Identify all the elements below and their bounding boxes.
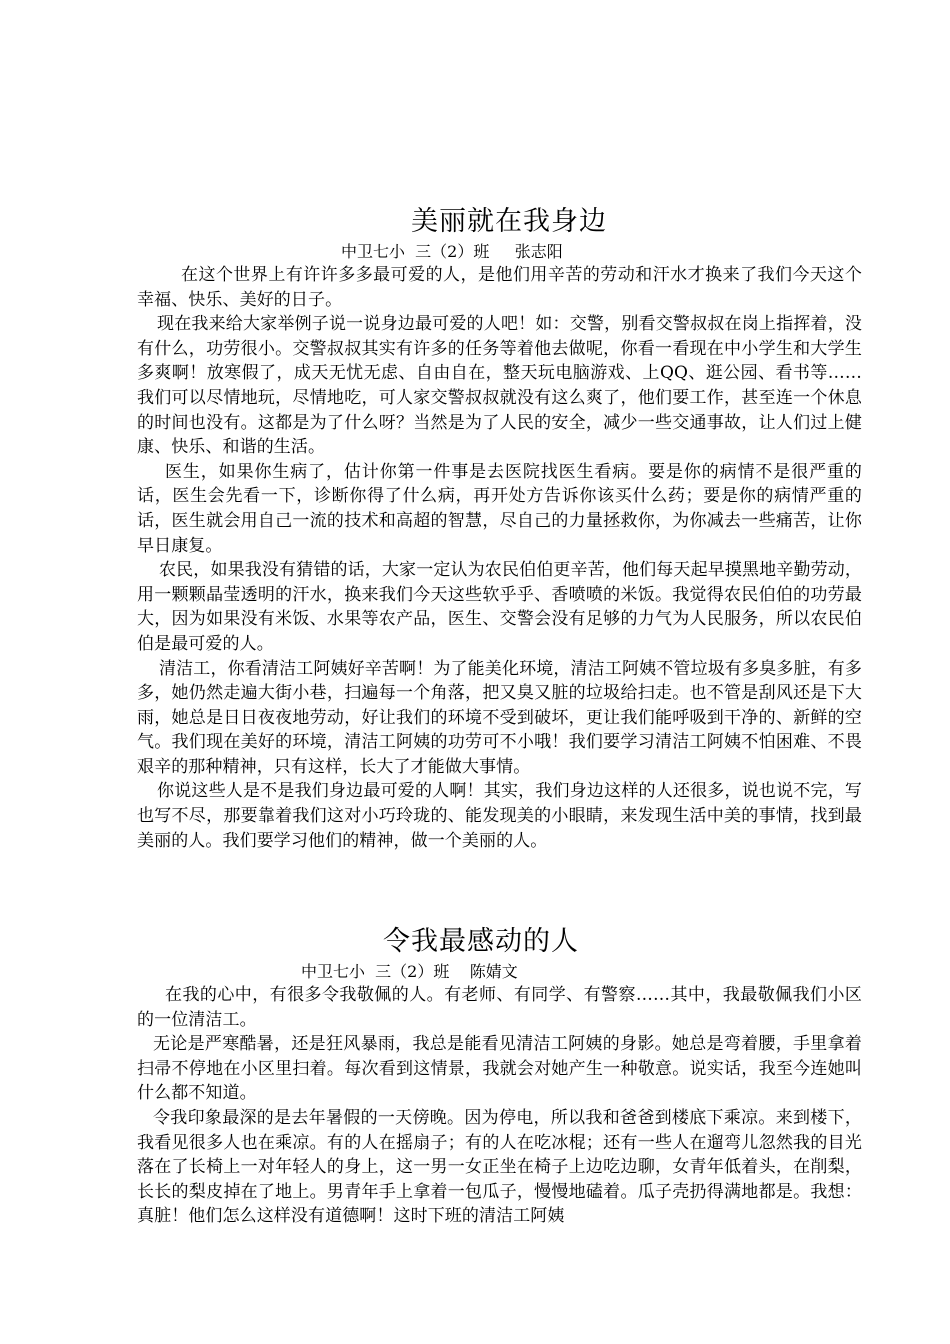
paragraph: 令我印象最深的是去年暑假的一天傍晚。因为停电，所以我和爸爸到楼底下乘凉。来到楼下，我看见很多人也在乘凉。有的人在摇扇子；有的人在吃冰棍；还有一些人在遛弯儿忽然我的目光落在了长椅上一对年轻人的身上，这一男一女正坐在椅子上边吃边聊，女青年低着头，在削梨，长长的梨皮掉在了地上。男青年手上拿着一包瓜子，慢慢地磕着。瓜子壳扔得满地都是。我想：真脏！他们怎么这样没有道德啊！这时下班的清洁工阿姨 bbox=[137, 1107, 862, 1227]
paragraph: 在这个世界上有许许多多最可爱的人，是他们用辛苦的劳动和汗水才换来了我们今天这个幸福、快乐、美好的日子。 bbox=[137, 265, 862, 310]
paragraph: 无论是严寒酷暑，还是狂风暴雨，我总是能看见清洁工阿姨的身影。她总是弯着腰，手里拿着扫帚不停地在小区里扫着。每次看到这情景，我就会对她产生一种敬意。说实话，我至今连她叫什么都不知道。 bbox=[137, 1034, 862, 1104]
paragraph: 你说这些人是不是我们身边最可爱的人啊！其实，我们身边这样的人还很多，说也说不完，写也写不尽，那要靠着我们这对小巧玲珑的、能发现美的小眼睛，来发现生活中美的事情，找到最美丽的人。我们要学习他们的精神，做一个美丽的人。 bbox=[137, 781, 862, 851]
paragraph: 现在我来给大家举例子说一说身边最可爱的人吧！如：交警，别看交警叔叔在岗上指挥着，没有什么，功劳很小。交警叔叔其实有许多的任务等着他去做呢，你看一看现在中小学生和大学生多爽啊！放寒假了，成天无忧无虑、自由自在，整天玩电脑游戏、上QQ、逛公园、看书等……我们可以尽情地玩，尽情地吃，可人家交警叔叔就没有这么爽了，他们要工作，甚至连一个休息的时间也没有。这都是为了什么呀？当然是为了人民的安全，减少一些交通事故，让人们过上健康、快乐、和谐的生活。 bbox=[137, 314, 862, 458]
essay-byline: 中卫七小 三（2）班 张志阳 bbox=[341, 242, 563, 261]
paragraph: 医生，如果你生病了，估计你第一件事是去医院找医生看病。要是你的病情不是很严重的话，医生会先看一下，诊断你得了什么病，再开处方告诉你该买什么药；要是你的病情严重的话，医生就会用自己一流的技术和高超的智慧，尽自己的力量拯救你，为你减去一些痛苦，让你早日康复。 bbox=[137, 461, 862, 556]
essay-byline: 中卫七小 三（2）班 陈婧文 bbox=[301, 962, 518, 981]
paragraph: 在我的心中，有很多令我敬佩的人。有老师、有同学、有警察……其中，我最敬佩我们小区的一位清洁工。 bbox=[137, 985, 862, 1030]
essay-title: 美丽就在我身边 bbox=[411, 206, 607, 237]
essay-1 bbox=[137, 205, 862, 853]
essay-title: 令我最感动的人 bbox=[383, 926, 579, 957]
essay-2 bbox=[137, 925, 862, 1229]
paragraph: 农民，如果我没有猜错的话，大家一定认为农民伯伯更辛苦，他们每天起早摸黑地辛勤劳动，用一颗颗晶莹透明的汗水，换来我们今天这些软乎乎、香喷喷的米饭。我觉得农民伯伯的功劳最大，因为如果没有米饭、水果等农产品，医生、交警会没有足够的力气为人民服务，所以农民伯伯是最可爱的人。 bbox=[137, 560, 862, 654]
paragraph: 清洁工，你看清洁工阿姨好辛苦啊！为了能美化环境，清洁工阿姨不管垃圾有多臭多脏，有多多，她仍然走遍大街小巷，扫遍每一个角落，把又臭又脏的垃圾给扫走。也不管是刮风还是下大雨，她总是日日夜夜地劳动，好让我们的环境不受到破坏，更让我们能呼吸到干净的、新鲜的空气。我们现在美好的环境，清洁工阿姨的功劳可不小哦！我们要学习清洁工阿姨不怕困难、不畏艰辛的那种精神，只有这样，长大了才能做大事情。 bbox=[137, 658, 862, 777]
